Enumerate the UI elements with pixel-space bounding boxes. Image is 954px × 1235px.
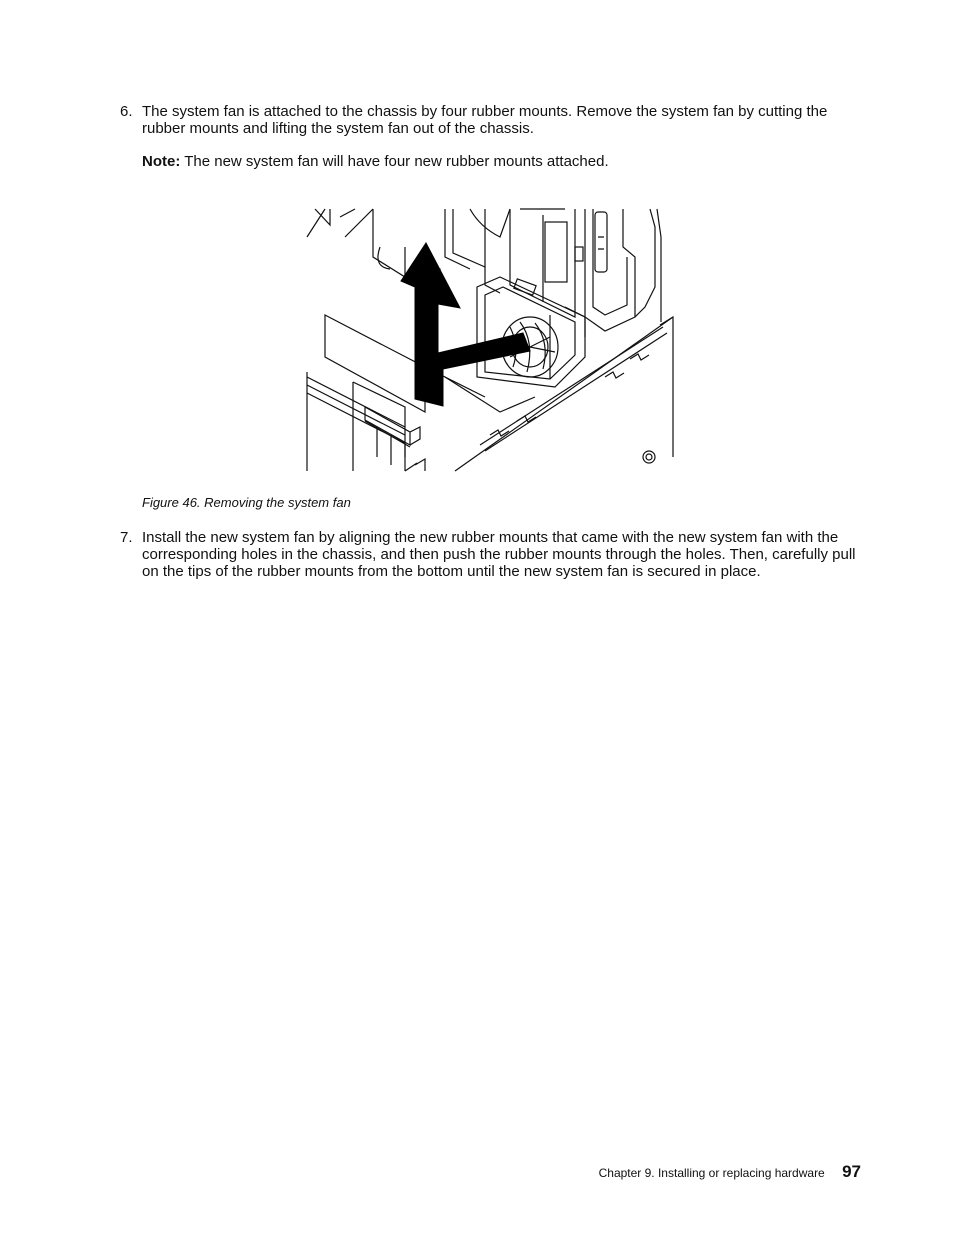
step-text: Install the new system fan by aligning the new rubber mounts that came with the new system fan with the corresponding holes in the chassis, and then push the rubber mounts through the holes. Then, carefully pull on the tips of the rubber mounts from the bottom until the new system fan is secured in place. bbox=[142, 529, 856, 580]
note-text: The new system fan will have four new rubber mounts attached. bbox=[184, 153, 609, 170]
step-7 bbox=[120, 529, 870, 580]
note bbox=[142, 153, 609, 170]
note-label: Note: bbox=[142, 153, 181, 170]
page-footer bbox=[599, 1163, 861, 1182]
figure-removing-system-fan bbox=[305, 207, 690, 473]
step-text: The system fan is attached to the chassis by four rubber mounts. Remove the system fan by cutting the rubber mounts and lifting the system fan out of the chassis. bbox=[142, 103, 828, 137]
chassis-fan-illustration bbox=[305, 207, 690, 473]
figure-caption: Figure 46. Removing the system fan bbox=[142, 495, 351, 510]
step-number: 6. bbox=[120, 103, 133, 120]
page-number: 97 bbox=[842, 1162, 861, 1181]
footer-chapter: Chapter 9. Installing or replacing hardware bbox=[598, 1166, 825, 1180]
step-6 bbox=[120, 103, 870, 137]
step-number: 7. bbox=[120, 529, 133, 546]
